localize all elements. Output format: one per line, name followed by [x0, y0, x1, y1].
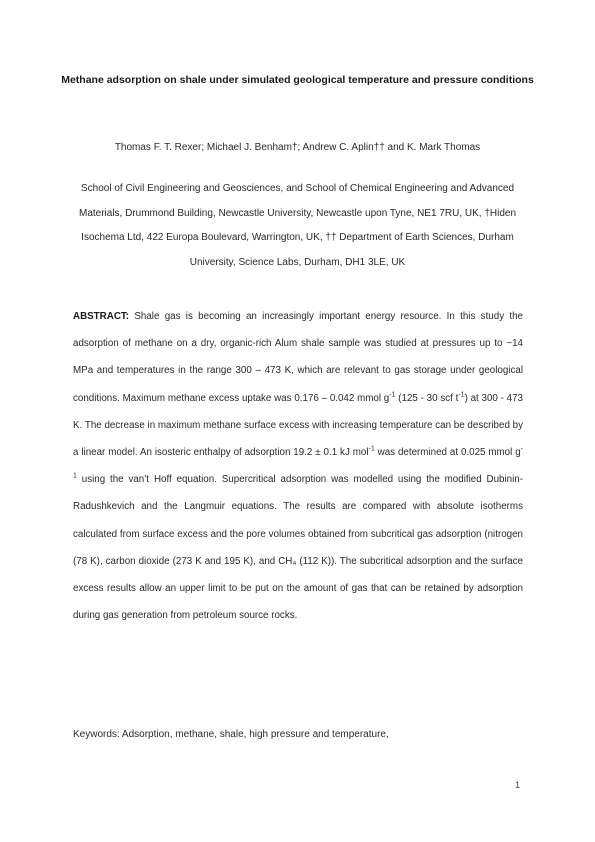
keywords-line: Keywords: Adsorption, methane, shale, high pressure and temperature, — [73, 729, 389, 740]
abstract-text-3: ) at 300 - 473 K. The decrease in maximum methane surface excess with increasing temperature can be described by a linear model. An isosteric enthalpy of adsorption 19.2 ± 0.1 kJ mol — [73, 392, 524, 459]
abstract-text-5: using the van’t Hoff equation. Supercritical adsorption was modelled using the modified Dubinin-Radushkevich and the Langmuir equations. The results are compared with absolute isotherms calculated from surface excess and the pore volumes obtained from subcritical gas adsorption (nitrogen (78 K), carbon dioxide (273 K and 195 K), and CH₄ (112 K)). The subcritical adsorption and the surface excess results allow an upper limit to be put on the amount of gas that can be retained by adsorption during gas generation from petroleum source rocks. — [73, 474, 523, 622]
abstract-paragraph — [73, 303, 523, 629]
abstract-text-2: (125 - 30 scf t — [395, 392, 459, 404]
abstract-superscript-2: -1 — [458, 391, 465, 399]
author-list: Thomas F. T. Rexer; Michael J. Benham†; Andrew C. Aplin†† and K. Mark Thomas — [114, 142, 481, 153]
abstract-superscript-3: -1 — [368, 445, 375, 453]
page-number: 1 — [515, 780, 521, 790]
abstract-text-4: was determined at 0.025 mmol g — [374, 447, 521, 459]
affiliations: School of Civil Engineering and Geosciences, and School of Chemical Engineering and Advanced Materials, Drummond Building, Newcastle University, Newcastle upon Tyne, NE1 7RU, UK, †Hiden Isochema Ltd, 422 Europa Boulevard, Warrington, UK, †† Department of Earth Sciences, Durham University, Science Labs, Durham, DH1 3LE, UK — [78, 183, 517, 268]
abstract-text-1: Shale gas is becoming an increasingly important energy resource. In this study the adsorption of methane on a dry, organic-rich Alum shale sample was studied at pressures up to ~14 MPa and temperatures in the range 300 – 473 K, which are relevant to gas storage under geological conditions. Maximum methane excess uptake was 0.176 – 0.042 mmol g — [73, 311, 523, 404]
abstract-superscript-1: -1 — [389, 391, 396, 399]
abstract-label: ABSTRACT: — [73, 311, 130, 322]
paper-title: Methane adsorption on shale under simulated geological temperature and pressure conditions — [61, 74, 534, 86]
abstract-superscript-4: -1 — [73, 445, 523, 480]
